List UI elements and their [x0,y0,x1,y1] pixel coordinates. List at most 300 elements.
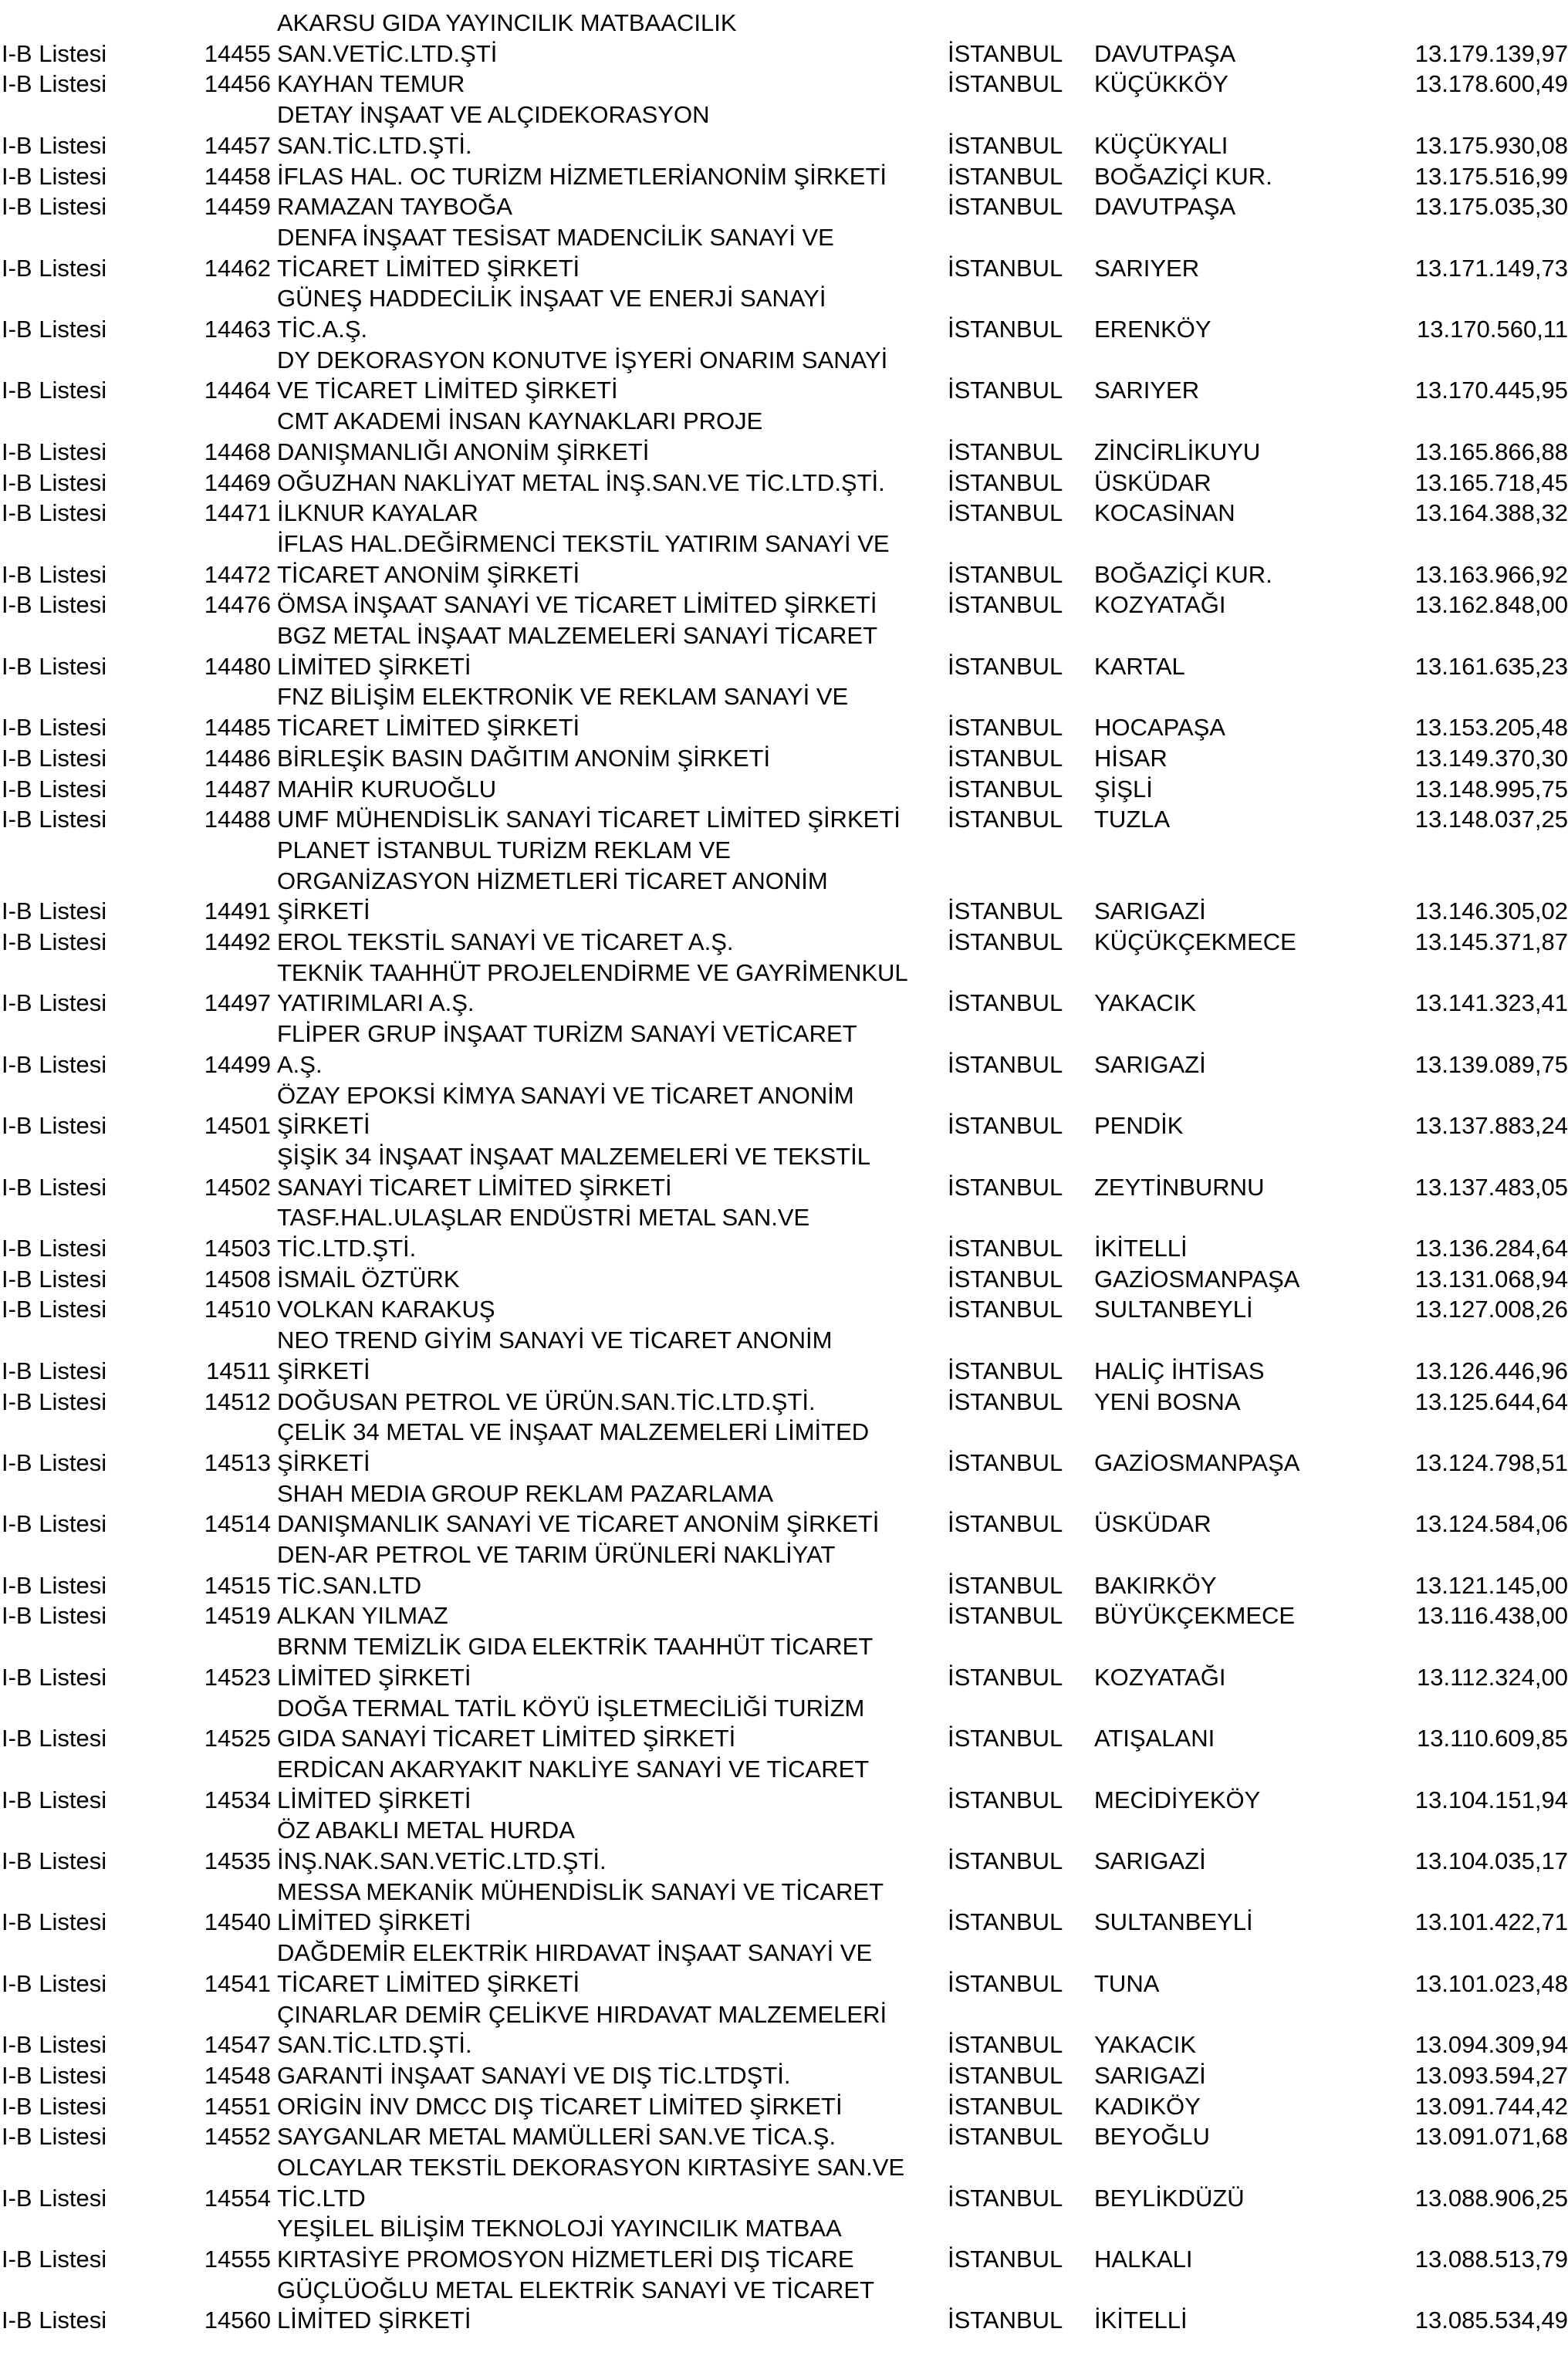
record-number: 14455 [204,39,271,67]
record-number: 14472 [204,560,271,588]
company-name-line: DENFA İNŞAAT TESİSAT MADENCİLİK SANAYİ VE [277,223,834,251]
list-type: I-B Listesi [2,1448,107,1476]
company-name-line: EROL TEKSTİL SANAYİ VE TİCARET A.Ş. [277,928,734,955]
district: SARIGAZİ [1094,1050,1206,1078]
table-row [0,1754,1568,1815]
list-type: I-B Listesi [2,39,107,67]
city: İSTANBUL [948,39,1063,67]
amount: 13.104.151,94 [1414,1786,1568,1813]
company-name-line: SAN.TİC.LTD.ŞTİ. [277,131,472,159]
amount: 13.178.600,49 [1414,70,1568,98]
city: İSTANBUL [948,70,1063,98]
city: İSTANBUL [948,438,1063,465]
city: İSTANBUL [948,1173,1063,1201]
record-number: 14469 [204,468,271,496]
amount: 13.161.635,23 [1414,652,1568,680]
list-type: I-B Listesi [2,1234,107,1262]
record-number: 14480 [204,652,271,680]
company-name-line: DETAY İNŞAAT VE ALÇIDEKORASYON [277,101,710,129]
city: İSTANBUL [948,560,1063,588]
city: İSTANBUL [948,1969,1063,1997]
table-row [0,1815,1568,1876]
amount: 13.170.560,11 [1417,315,1568,343]
table-row [0,1141,1568,1202]
city: İSTANBUL [948,1602,1063,1630]
company-name-line: DY DEKORASYON KONUTVE İŞYERİ ONARIM SANAYİ [277,346,888,373]
list-type: I-B Listesi [2,70,107,98]
district: TUNA [1094,1969,1160,1997]
district: KOZYATAĞI [1094,1663,1226,1691]
list-type: I-B Listesi [2,1265,107,1293]
amount: 13.175.516,99 [1414,162,1568,190]
record-number: 14501 [204,1112,271,1140]
amount: 13.104.035,17 [1414,1847,1568,1874]
list-type: I-B Listesi [2,499,107,527]
district: SARIYER [1094,377,1200,404]
company-name-line: İLKNUR KAYALAR [277,499,478,527]
list-type: I-B Listesi [2,1296,107,1323]
table-row [0,191,1568,222]
company-name-line: İFLAS HAL. OC TURİZM HİZMETLERİANONİM ŞİRKETİ [277,162,887,190]
district: KOZYATAĞI [1094,591,1226,619]
list-type: I-B Listesi [2,1510,107,1538]
company-name-line: İNŞ.NAK.SAN.VETİC.LTD.ŞTİ. [277,1847,607,1874]
list-type: I-B Listesi [2,1663,107,1691]
list-type: I-B Listesi [2,1050,107,1078]
company-name-line: İFLAS HAL.DEĞİRMENCİ TEKSTİL YATIRIM SANAYİ VE [277,529,890,557]
district: ÜSKÜDAR [1094,1510,1211,1538]
record-number: 14497 [204,989,271,1017]
company-name-line: VE TİCARET LİMİTED ŞİRKETİ [277,377,618,404]
table-row [0,345,1568,406]
record-number: 14486 [204,744,271,772]
company-name-line: MESSA MEKANİK MÜHENDİSLİK SANAYİ VE TİCARET [277,1877,884,1905]
company-name-line: NEO TREND GİYİM SANAYİ VE TİCARET ANONİM [277,1327,833,1354]
city: İSTANBUL [948,1448,1063,1476]
company-name-line: KAYHAN TEMUR [277,70,465,98]
city: İSTANBUL [948,1265,1063,1293]
company-name-line: ERDİCAN AKARYAKIT NAKLİYE SANAYİ VE TİCARET [277,1755,870,1783]
table-row [0,1877,1568,1938]
record-number: 14534 [204,1786,271,1813]
amount: 13.148.037,25 [1414,806,1568,833]
list-type: I-B Listesi [2,2031,107,2059]
record-number: 14459 [204,193,271,221]
company-name-line: YATIRIMLARI A.Ş. [277,989,475,1017]
district: ŞİŞLİ [1094,775,1153,803]
city: İSTANBUL [948,162,1063,190]
table-row [0,2213,1568,2274]
list-type: I-B Listesi [2,2307,107,2334]
district: TUZLA [1094,806,1171,833]
city: İSTANBUL [948,1571,1063,1599]
table-row [0,406,1568,467]
district: BOĞAZİÇİ KUR. [1094,162,1272,190]
district: DAVUTPAŞA [1094,193,1236,221]
record-number: 14541 [204,1969,271,1997]
company-name-line: YEŞİLEL BİLİŞİM TEKNOLOJİ YAYINCILIK MATBAA [277,2215,842,2242]
record-number: 14464 [204,377,271,404]
district: ZİNCİRLİKUYU [1094,438,1261,465]
record-number: 14525 [204,1725,271,1752]
list-type: I-B Listesi [2,162,107,190]
table-row [0,8,1568,69]
list-type: I-B Listesi [2,744,107,772]
city: İSTANBUL [948,315,1063,343]
list-type: I-B Listesi [2,928,107,955]
city: İSTANBUL [948,744,1063,772]
amount: 13.164.388,32 [1414,499,1568,527]
district: KARTAL [1094,652,1185,680]
table-row [0,1600,1568,1631]
city: İSTANBUL [948,591,1063,619]
table-row [0,222,1568,283]
company-name-line: ORGANİZASYON HİZMETLERİ TİCARET ANONİM [277,867,828,894]
company-name-line: TİCARET LİMİTED ŞİRKETİ [277,254,580,282]
table-row [0,1938,1568,1999]
table-row [0,1631,1568,1692]
city: İSTANBUL [948,1357,1063,1384]
table-row [0,1294,1568,1325]
table-row [0,100,1568,161]
city: İSTANBUL [948,1234,1063,1262]
table-row [0,804,1568,835]
table-row [0,2060,1568,2091]
city: İSTANBUL [948,499,1063,527]
district: HİSAR [1094,744,1168,772]
table-row [0,1387,1568,1418]
district: ATIŞALANI [1094,1725,1215,1752]
company-name-line: DANIŞMANLIK SANAYİ VE TİCARET ANONİM ŞİRKETİ [277,1510,880,1538]
record-number: 14515 [204,1571,271,1599]
district: BEYOĞLU [1094,2123,1210,2151]
district: HALKALI [1094,2246,1193,2273]
company-name-line: LİMİTED ŞİRKETİ [277,652,471,680]
city: İSTANBUL [948,2123,1063,2151]
record-number: 14476 [204,591,271,619]
list-type: I-B Listesi [2,1387,107,1415]
city: İSTANBUL [948,1510,1063,1538]
company-name-line: BİRLEŞİK BASIN DAĞITIM ANONİM ŞİRKETİ [277,744,771,772]
company-name-line: OLCAYLAR TEKSTİL DEKORASYON KIRTASİYE SAN.VE [277,2154,905,2181]
amount: 13.165.718,45 [1414,468,1568,496]
record-number: 14492 [204,928,271,955]
city: İSTANBUL [948,2246,1063,2273]
city: İSTANBUL [948,775,1063,803]
company-name-line: ŞİŞİK 34 İNŞAAT İNŞAAT MALZEMELERİ VE TEKSTİL [277,1142,870,1170]
table-row [0,2275,1568,2336]
list-type: I-B Listesi [2,2061,107,2089]
record-number: 14555 [204,2246,271,2273]
company-name-line: VOLKAN KARAKUŞ [277,1296,495,1323]
city: İSTANBUL [948,928,1063,955]
amount: 13.124.798,51 [1414,1448,1568,1476]
table-row [0,620,1568,681]
amount: 13.121.145,00 [1414,1571,1568,1599]
amount: 13.116.438,00 [1417,1602,1568,1630]
company-name-line: SAN.VETİC.LTD.ŞTİ [277,39,498,67]
district: YAKACIK [1094,989,1197,1017]
city: İSTANBUL [948,1050,1063,1078]
amount: 13.153.205,48 [1414,714,1568,742]
amount: 13.085.534,49 [1414,2307,1568,2334]
city: İSTANBUL [948,1725,1063,1752]
table-row [0,1693,1568,1754]
record-number: 14535 [204,1847,271,1874]
amount: 13.136.284,64 [1414,1234,1568,1262]
company-name-line: TİC.SAN.LTD [277,1571,422,1599]
record-number: 14503 [204,1234,271,1262]
table-row [0,498,1568,529]
city: İSTANBUL [948,131,1063,159]
district: BÜYÜKÇEKMECE [1094,1602,1296,1630]
company-name-line: UMF MÜHENDİSLİK SANAYİ TİCARET LİMİTED ŞİRKETİ [277,806,901,833]
district: KÜÇÜKKÖY [1094,70,1228,98]
amount: 13.101.422,71 [1414,1908,1568,1936]
amount: 13.139.089,75 [1414,1050,1568,1078]
record-number: 14456 [204,70,271,98]
district: DAVUTPAŞA [1094,39,1236,67]
company-name-line: CMT AKADEMİ İNSAN KAYNAKLARI PROJE [277,407,763,435]
city: İSTANBUL [948,897,1063,925]
amount: 13.088.513,79 [1414,2246,1568,2273]
city: İSTANBUL [948,2184,1063,2212]
record-number: 14457 [204,131,271,159]
company-name-line: AKARSU GIDA YAYINCILIK MATBAACILIK [277,9,737,36]
amount: 13.112.324,00 [1417,1663,1568,1691]
city: İSTANBUL [948,2307,1063,2334]
company-name-line: TİC.LTD.ŞTİ. [277,1234,417,1262]
company-name-line: DOĞUSAN PETROL VE ÜRÜN.SAN.TİC.LTD.ŞTİ. [277,1387,816,1415]
record-number: 14471 [204,499,271,527]
list-type: I-B Listesi [2,2184,107,2212]
table-row [0,1325,1568,1386]
company-name-line: DANIŞMANLIĞI ANONİM ŞİRKETİ [277,438,650,465]
company-name-line: SHAH MEDIA GROUP REKLAM PAZARLAMA [277,1479,774,1507]
city: İSTANBUL [948,806,1063,833]
district: SULTANBEYLİ [1094,1296,1253,1323]
district: PENDİK [1094,1112,1184,1140]
company-name-line: ÖZAY EPOKSİ KİMYA SANAYİ VE TİCARET ANONİM [277,1081,854,1109]
amount: 13.175.930,08 [1414,131,1568,159]
amount: 13.170.445,95 [1414,377,1568,404]
amount: 13.101.023,48 [1414,1969,1568,1997]
list-type: I-B Listesi [2,468,107,496]
company-name-line: ŞİRKETİ [277,897,370,925]
district: GAZİOSMANPAŞA [1094,1265,1300,1293]
company-name-line: FNZ BİLİŞİM ELEKTRONİK VE REKLAM SANAYİ VE [277,683,849,711]
table-row [0,529,1568,590]
list-type: I-B Listesi [2,1908,107,1936]
record-number: 14508 [204,1265,271,1293]
company-name-line: OĞUZHAN NAKLİYAT METAL İNŞ.SAN.VE TİC.LTD.ŞTİ. [277,468,885,496]
table-row [0,161,1568,192]
company-name-line: BGZ METAL İNŞAAT MALZEMELERİ SANAYİ TİCARET [277,622,878,649]
city: İSTANBUL [948,1663,1063,1691]
company-name-line: TİCARET ANONİM ŞİRKETİ [277,560,580,588]
amount: 13.110.609,85 [1417,1725,1568,1752]
company-name-line: FLİPER GRUP İNŞAAT TURİZM SANAYİ VETİCARET [277,1020,857,1048]
company-name-line: RAMAZAN TAYBOĞA [277,193,512,221]
company-name-line: TİC.LTD [277,2184,366,2212]
company-name-line: SAYGANLAR METAL MAMÜLLERİ SAN.VE TİCA.Ş. [277,2123,836,2151]
city: İSTANBUL [948,714,1063,742]
list-type: I-B Listesi [2,989,107,1017]
record-number: 14523 [204,1663,271,1691]
district: SARIYER [1094,254,1200,282]
district: BAKIRKÖY [1094,1571,1217,1599]
amount: 13.094.309,94 [1414,2031,1568,2059]
table-row [0,1080,1568,1141]
company-name-line: İSMAİL ÖZTÜRK [277,1265,460,1293]
amount: 13.141.323,41 [1414,989,1568,1017]
record-number: 14511 [206,1357,271,1384]
district: KOCASİNAN [1094,499,1235,527]
table-row [0,2152,1568,2213]
company-name-line: GÜÇLÜOĞLU METAL ELEKTRİK SANAYİ VE TİCARET [277,2276,875,2303]
city: İSTANBUL [948,1296,1063,1323]
district: HOCAPAŞA [1094,714,1225,742]
list-type: I-B Listesi [2,2246,107,2273]
amount: 13.165.866,88 [1414,438,1568,465]
district: BOĞAZİÇİ KUR. [1094,560,1272,588]
district: İKİTELLİ [1094,1234,1188,1262]
district: KÜÇÜKÇEKMECE [1094,928,1296,955]
record-number: 14519 [204,1602,271,1630]
company-name-line: LİMİTED ŞİRKETİ [277,1908,471,1936]
company-name-line: ÇELİK 34 METAL VE İNŞAAT MALZEMELERİ LİMİTED [277,1418,870,1446]
city: İSTANBUL [948,377,1063,404]
amount: 13.125.644,64 [1414,1387,1568,1415]
amount: 13.162.848,00 [1414,591,1568,619]
company-name-line: TASF.HAL.ULAŞLAR ENDÜSTRİ METAL SAN.VE [277,1204,810,1232]
list-type: I-B Listesi [2,377,107,404]
district: ÜSKÜDAR [1094,468,1211,496]
record-number: 14487 [204,775,271,803]
amount: 13.148.995,75 [1414,775,1568,803]
amount: 13.146.305,02 [1414,897,1568,925]
list-type: I-B Listesi [2,1602,107,1630]
amount: 13.127.008,26 [1414,1296,1568,1323]
company-name-line: DEN-AR PETROL VE TARIM ÜRÜNLERİ NAKLİYAT [277,1541,836,1568]
table-row [0,774,1568,805]
record-number: 14514 [204,1510,271,1538]
district: MECİDİYEKÖY [1094,1786,1261,1813]
company-name-line: GIDA SANAYİ TİCARET LİMİTED ŞİRKETİ [277,1725,736,1752]
amount: 13.088.906,25 [1414,2184,1568,2212]
list-type: I-B Listesi [2,775,107,803]
company-name-line: DOĞA TERMAL TATİL KÖYÜ İŞLETMECİLİĞİ TURİZM [277,1694,865,1722]
list-type: I-B Listesi [2,1357,107,1384]
table-row [0,835,1568,927]
table-row [0,1264,1568,1295]
record-number: 14548 [204,2061,271,2089]
table-row [0,2091,1568,2122]
list-type: I-B Listesi [2,1112,107,1140]
district: SULTANBEYLİ [1094,1908,1253,1936]
table-row [0,743,1568,774]
company-name-line: ORİGİN İNV DMCC DIŞ TİCARET LİMİTED ŞİRKETİ [277,2092,843,2120]
company-name-line: SANAYİ TİCARET LİMİTED ŞİRKETİ [277,1173,672,1201]
amount: 13.163.966,92 [1414,560,1568,588]
amount: 13.179.139,97 [1414,39,1568,67]
city: İSTANBUL [948,2092,1063,2120]
list-type: I-B Listesi [2,254,107,282]
record-number: 14458 [204,162,271,190]
company-name-line: DAĞDEMİR ELEKTRİK HIRDAVAT İNŞAAT SANAYİ VE [277,1939,873,1967]
record-number: 14513 [204,1448,271,1476]
record-number: 14560 [204,2307,271,2334]
amount: 13.175.035,30 [1414,193,1568,221]
city: İSTANBUL [948,1908,1063,1936]
table-row [0,1417,1568,1478]
company-name-line: ŞİRKETİ [277,1112,370,1140]
city: İSTANBUL [948,652,1063,680]
record-number: 14554 [204,2184,271,2212]
city: İSTANBUL [948,1786,1063,1813]
table-row [0,468,1568,498]
list-type: I-B Listesi [2,897,107,925]
record-number: 14462 [204,254,271,282]
list-type: I-B Listesi [2,1786,107,1813]
list-type: I-B Listesi [2,2123,107,2151]
list-type: I-B Listesi [2,1173,107,1201]
table-row [0,1999,1568,2060]
list-type: I-B Listesi [2,1969,107,1997]
amount: 13.145.371,87 [1414,928,1568,955]
company-name-line: TEKNİK TAAHHÜT PROJELENDİRME VE GAYRİMENKUL [277,958,908,986]
list-type: I-B Listesi [2,2092,107,2120]
list-type: I-B Listesi [2,1725,107,1752]
amount: 13.124.584,06 [1414,1510,1568,1538]
city: İSTANBUL [948,468,1063,496]
company-name-line: SAN.TİC.LTD.ŞTİ. [277,2031,472,2059]
table-row [0,1479,1568,1539]
table-row [0,1539,1568,1600]
company-name-line: ŞİRKETİ [277,1448,370,1476]
district: GAZİOSMANPAŞA [1094,1448,1300,1476]
district: HALİÇ İHTİSAS [1094,1357,1265,1384]
list-type: I-B Listesi [2,652,107,680]
table-row [0,69,1568,100]
city: İSTANBUL [948,2061,1063,2089]
table-row [0,590,1568,620]
company-name-line: ALKAN YILMAZ [277,1602,448,1630]
company-name-line: LİMİTED ŞİRKETİ [277,1663,471,1691]
district: YAKACIK [1094,2031,1197,2059]
record-number: 14488 [204,806,271,833]
list-type: I-B Listesi [2,1847,107,1874]
record-number: 14540 [204,1908,271,1936]
record-number: 14512 [204,1387,271,1415]
city: İSTANBUL [948,1847,1063,1874]
company-name-line: LİMİTED ŞİRKETİ [277,2307,471,2334]
city: İSTANBUL [948,1387,1063,1415]
company-name-line: ÇINARLAR DEMİR ÇELİKVE HIRDAVAT MALZEMELERİ [277,2000,887,2028]
district: İKİTELLİ [1094,2307,1188,2334]
amount: 13.093.594,27 [1414,2061,1568,2089]
list-type: I-B Listesi [2,1571,107,1599]
table-row [0,958,1568,1019]
record-number: 14463 [204,315,271,343]
company-name-line: KIRTASİYE PROMOSYON HİZMETLERİ DIŞ TİCARE [277,2246,854,2273]
district: SARIGAZİ [1094,1847,1206,1874]
list-type: I-B Listesi [2,438,107,465]
company-name-line: PLANET İSTANBUL TURİZM REKLAM VE [277,836,731,864]
table-row [0,2121,1568,2152]
city: İSTANBUL [948,1112,1063,1140]
table-row [0,283,1568,344]
